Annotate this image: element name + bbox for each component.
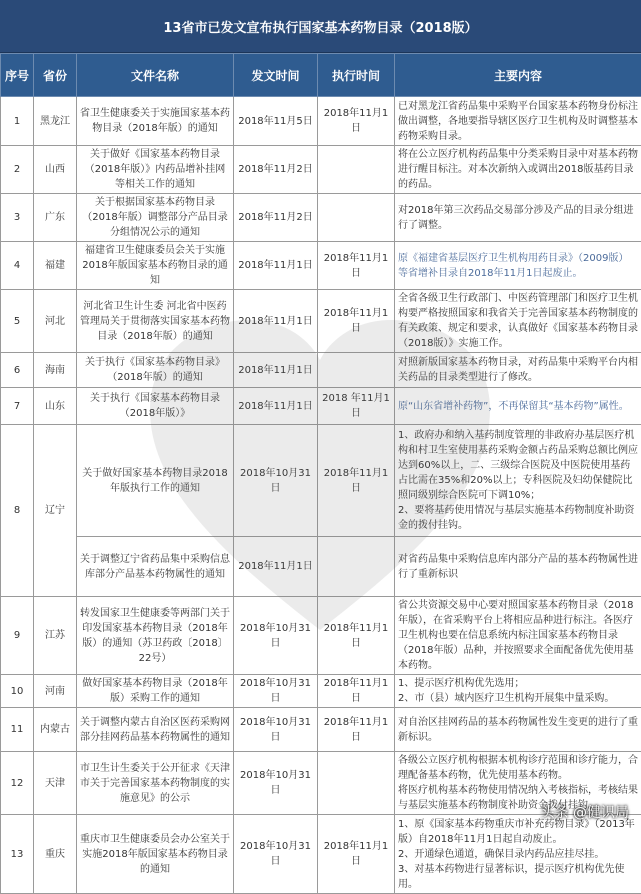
cell-doc: 关于执行《国家基本药物目录（2018年版）》 xyxy=(77,388,234,425)
cell-doc: 重庆市卫生健康委员会办公室关于实施2018年版国家基本药物目录的通知 xyxy=(77,815,234,894)
cell-issued: 2018年10月31日 xyxy=(234,597,318,675)
cell-province: 河南 xyxy=(34,675,77,708)
table-row xyxy=(1,353,641,388)
cell-issued: 2018年10月31日 xyxy=(234,708,318,752)
cell-content: 1、提示医疗机构优先选用； 2、市（县）域内医疗卫生机构开展集中量采购。 xyxy=(395,675,641,708)
cell-issued: 2018年11月5日 xyxy=(234,97,318,146)
cell-province: 山西 xyxy=(34,146,77,194)
cell-province: 广东 xyxy=(34,194,77,242)
cell-doc: 关于根据国家基本药物目录（2018年版）调整部分产品目录分组情况公示的通知 xyxy=(77,194,234,242)
header-issued: 发文时间 xyxy=(234,54,318,97)
table-row xyxy=(1,290,641,353)
cell-content: 各级公立医疗机构根据本机构诊疗范围和诊疗能力，合理配备基本药物，优先使用基本药物。 将医疗机构基本药物使用情况纳入考核指标，考核结果与基层实施基本药物制度补助资金拨付挂钩。 xyxy=(395,752,641,815)
cell-doc: 关于执行《国家基本药物目录》（2018年版）的通知 xyxy=(77,353,234,388)
cell-no: 7 xyxy=(1,388,34,425)
cell-issued: 2018年11月1日 xyxy=(234,290,318,353)
cell-issued: 2018年11月1日 xyxy=(234,353,318,388)
table-row xyxy=(1,388,641,425)
cell-issued: 2018年11月2日 xyxy=(234,194,318,242)
cell-no: 6 xyxy=(1,353,34,388)
header-row xyxy=(1,54,641,97)
cell-effective: 2018 年11月1日 xyxy=(318,388,395,425)
cell-effective: 2018年11月1日 xyxy=(318,597,395,675)
cell-effective: 2018年11月1日 xyxy=(318,815,395,894)
table-row xyxy=(1,146,641,194)
cell-effective: 2018年11月1日 xyxy=(318,425,395,537)
table-row xyxy=(1,97,641,146)
table-row xyxy=(1,597,641,675)
cell-effective: 2018年11月1日 xyxy=(318,97,395,146)
table-row xyxy=(1,537,641,597)
cell-doc: 关于做好《国家基本药物目录（2018年版）》内药品增补挂网等相关工作的通知 xyxy=(77,146,234,194)
header-effective: 执行时间 xyxy=(318,54,395,97)
cell-issued: 2018年11月2日 xyxy=(234,146,318,194)
cell-no: 11 xyxy=(1,708,34,752)
cell-no: 5 xyxy=(1,290,34,353)
cell-effective: 2018年11月1日 xyxy=(318,242,395,290)
header-province: 省份 xyxy=(34,54,77,97)
cell-issued: 2018年11月1日 xyxy=(234,242,318,290)
header-no: 序号 xyxy=(1,54,34,97)
cell-issued: 2018年10月31日 xyxy=(234,752,318,815)
cell-issued: 2018年10月31日 xyxy=(234,675,318,708)
cell-doc: 市卫生计生委关于公开征求《天津市关于完善国家基本药物制度的实施意见》的公示 xyxy=(77,752,234,815)
table-row xyxy=(1,708,641,752)
cell-content: 对2018年第三次药品交易部分涉及产品的目录分组进行了调整。 xyxy=(395,194,641,242)
cell-issued: 2018年10月31日 xyxy=(234,815,318,894)
cell-no: 9 xyxy=(1,597,34,675)
cell-no: 13 xyxy=(1,815,34,894)
cell-issued: 2018年11月1日 xyxy=(234,388,318,425)
cell-content: 原《福建省基层医疗卫生机构用药目录》（2009版）等省增补目录自2018年11月1日起废止。 xyxy=(395,242,641,290)
table-row xyxy=(1,425,641,537)
cell-content: 1、政府办和纳入基药制度管理的非政府办基层医疗机构和村卫生室使用基药采购金额占药品采购总额比例应达到60%以上，二、三级综合医院及中医院使用基药占比需在35%和20%以上；专科医院及妇幼保健院比照同级别综合医院可下调10%； 2、要将基药使用情况与基层实施基本药物制度补助资金的拨付挂钩。 xyxy=(395,425,641,537)
cell-effective: 2018年11月1日 xyxy=(318,290,395,353)
cell-doc: 福建省卫生健康委员会关于实施2018年版国家基本药物目录的通知 xyxy=(77,242,234,290)
cell-content: 全省各级卫生行政部门、中医药管理部门和医疗卫生机构要严格按照国家和我省关于完善国家基本药物制度的有关政策、规定和要求，认真做好《国家基本药物目录（2018版）》实施工作。 xyxy=(395,290,641,353)
table-title: 13省市已发文宣布执行国家基本药物目录（2018版） xyxy=(0,0,641,53)
cell-doc: 关于调整辽宁省药品集中采购信息库部分产品基本药物属性的通知 xyxy=(77,537,234,597)
cell-province: 河北 xyxy=(34,290,77,353)
cell-province: 江苏 xyxy=(34,597,77,675)
cell-province: 辽宁 xyxy=(34,425,77,597)
cell-effective xyxy=(318,752,395,815)
cell-content: 对自治区挂网药品的基本药物属性发生变更的进行了重新标识。 xyxy=(395,708,641,752)
cell-effective: 2018年11月1日 xyxy=(318,675,395,708)
table-row xyxy=(1,242,641,290)
cell-effective: 2018年11月1日 xyxy=(318,708,395,752)
source-credit: 头条 @健识局 xyxy=(541,802,629,822)
cell-content: 省公共资源交易中心要对照国家基本药物目录（2018年版），在省采购平台上将相应品种进行标注。各医疗卫生机构也要在信息系统内标注国家基本药物目录（2018年版）品种，并按照要求全面配备优先使用基本药物。 xyxy=(395,597,641,675)
cell-province: 海南 xyxy=(34,353,77,388)
cell-province: 山东 xyxy=(34,388,77,425)
cell-content: 已对黑龙江省药品集中采购平台国家基本药物身份标注做出调整，各地要指导辖区医疗卫生机构及时调整基本药物采购目录。 xyxy=(395,97,641,146)
cell-issued: 2018年11月1日 xyxy=(234,537,318,597)
cell-content: 对照新版国家基本药物目录，对药品集中采购平台内相关药品的目录类型进行了修改。 xyxy=(395,353,641,388)
cell-effective xyxy=(318,194,395,242)
cell-no: 10 xyxy=(1,675,34,708)
cell-doc: 省卫生健康委关于实施国家基本药物目录（2018年版）的通知 xyxy=(77,97,234,146)
cell-no: 2 xyxy=(1,146,34,194)
cell-no: 3 xyxy=(1,194,34,242)
cell-doc: 转发国家卫生健康委等两部门关于印发国家基本药物目录（2018年版）的通知（苏卫药政〔2018〕22号） xyxy=(77,597,234,675)
cell-doc: 关于做好国家基本药物目录2018年版执行工作的通知 xyxy=(77,425,234,537)
cell-province: 福建 xyxy=(34,242,77,290)
cell-province: 天津 xyxy=(34,752,77,815)
cell-content: 原“山东省增补药物”，不再保留其“基本药物”属性。 xyxy=(395,388,641,425)
cell-doc: 关于调整内蒙古自治区医药采购网部分挂网药品基本药物属性的通知 xyxy=(77,708,234,752)
cell-effective xyxy=(318,537,395,597)
cell-no: 1 xyxy=(1,97,34,146)
cell-issued: 2018年10月31日 xyxy=(234,425,318,537)
header-content: 主要内容 xyxy=(395,54,641,97)
cell-effective xyxy=(318,353,395,388)
cell-doc: 河北省卫生计生委 河北省中医药管理局关于贯彻落实国家基本药物目录（2018年版）的通知 xyxy=(77,290,234,353)
cell-content: 1、原《国家基本药物重庆市补充药物目录》（2013年版）自2018年11月1日起自动废止。 2、开通绿色通道，确保目录内药品应挂尽挂。 3、对基本药物进行显著标识，提示医疗机构优先使用。 xyxy=(395,815,641,894)
table-row xyxy=(1,815,641,894)
cell-content: 将在公立医疗机构药品集中分类采购目录中对基本药物进行醒目标注。对本次新纳入或调出2018版基药目录的药品。 xyxy=(395,146,641,194)
cell-province: 黑龙江 xyxy=(34,97,77,146)
header-doc: 文件名称 xyxy=(77,54,234,97)
cell-province: 重庆 xyxy=(34,815,77,894)
cell-province: 内蒙古 xyxy=(34,708,77,752)
table-row xyxy=(1,675,641,708)
cell-no: 8 xyxy=(1,425,34,597)
cell-doc: 做好国家基本药物目录（2018年版）采购工作的通知 xyxy=(77,675,234,708)
cell-no: 12 xyxy=(1,752,34,815)
cell-no: 4 xyxy=(1,242,34,290)
cell-effective xyxy=(318,146,395,194)
drug-catalog-table xyxy=(0,53,641,894)
table-row xyxy=(1,194,641,242)
cell-content: 对省药品集中采购信息库内部分产品的基本药物属性进行了重新标识 xyxy=(395,537,641,597)
